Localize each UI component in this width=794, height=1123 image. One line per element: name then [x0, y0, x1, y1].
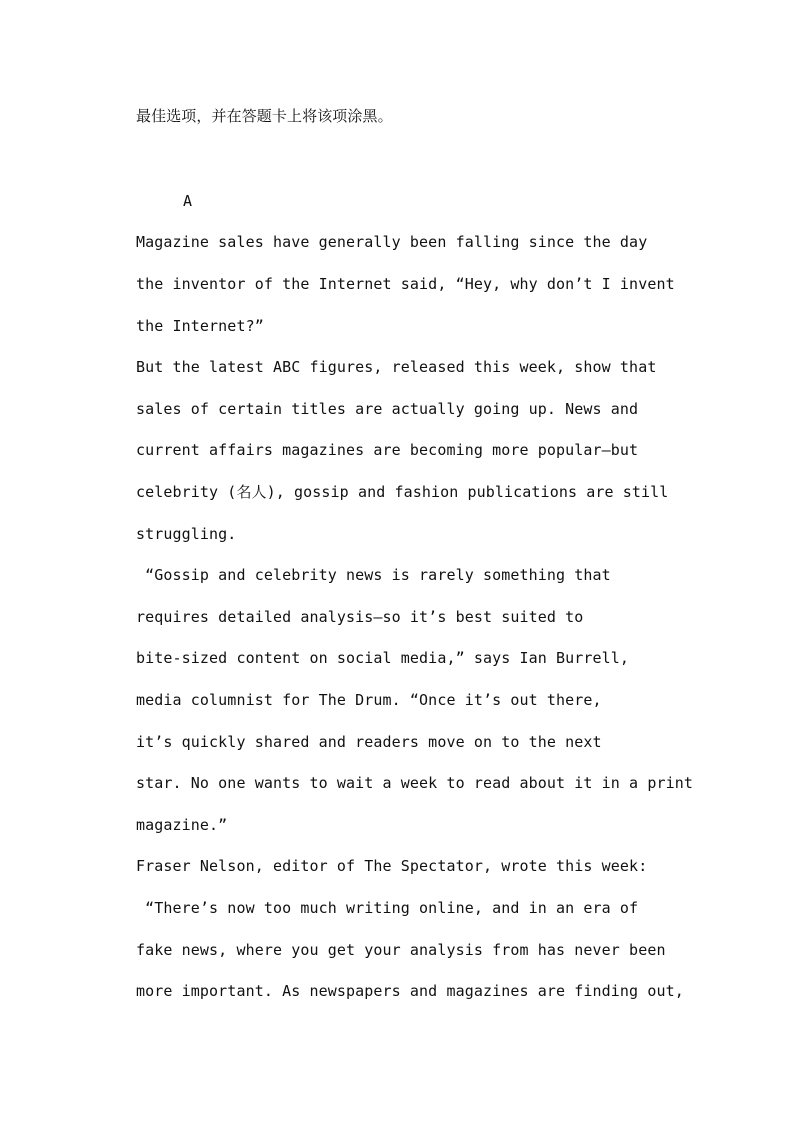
text-line: celebrity (名人), gossip and fashion publications are still [136, 483, 669, 501]
text-line: But the latest ABC figures, released this week, show that [136, 358, 657, 376]
text-line: requires detailed analysis—so it’s best suited to [136, 608, 584, 626]
text-line: sales of certain titles are actually going up. News and [136, 400, 639, 418]
instruction-text: 最佳选项，并在答题卡上将该项涂黑。 [136, 107, 393, 125]
text-line: media columnist for The Drum. “Once it’s out there, [136, 691, 602, 709]
text-line: fake news, where you get your analysis from has never been [136, 941, 666, 959]
text-line: more important. As newspapers and magazines are finding out, [136, 982, 684, 1000]
text-line: Magazine sales have generally been falling since the day [136, 233, 648, 251]
text-line: “Gossip and celebrity news is rarely something that [136, 566, 611, 584]
text-line: magazine.” [136, 816, 228, 834]
text-line: star. No one wants to wait a week to read about it in a print [136, 774, 693, 792]
text-line: the inventor of the Internet said, “Hey, why don’t I invent [136, 275, 675, 293]
text-line: the Internet?” [136, 317, 264, 335]
text-line: bite-sized content on social media,” says Ian Burrell, [136, 649, 630, 667]
section-label: A [183, 192, 193, 210]
text-line: Fraser Nelson, editor of The Spectator, wrote this week: [136, 857, 648, 875]
text-line: “There’s now too much writing online, and in an era of [136, 899, 639, 917]
text-line: current affairs magazines are becoming more popular—but [136, 441, 639, 459]
text-line: struggling. [136, 525, 237, 543]
text-line: it’s quickly shared and readers move on to the next [136, 733, 602, 751]
